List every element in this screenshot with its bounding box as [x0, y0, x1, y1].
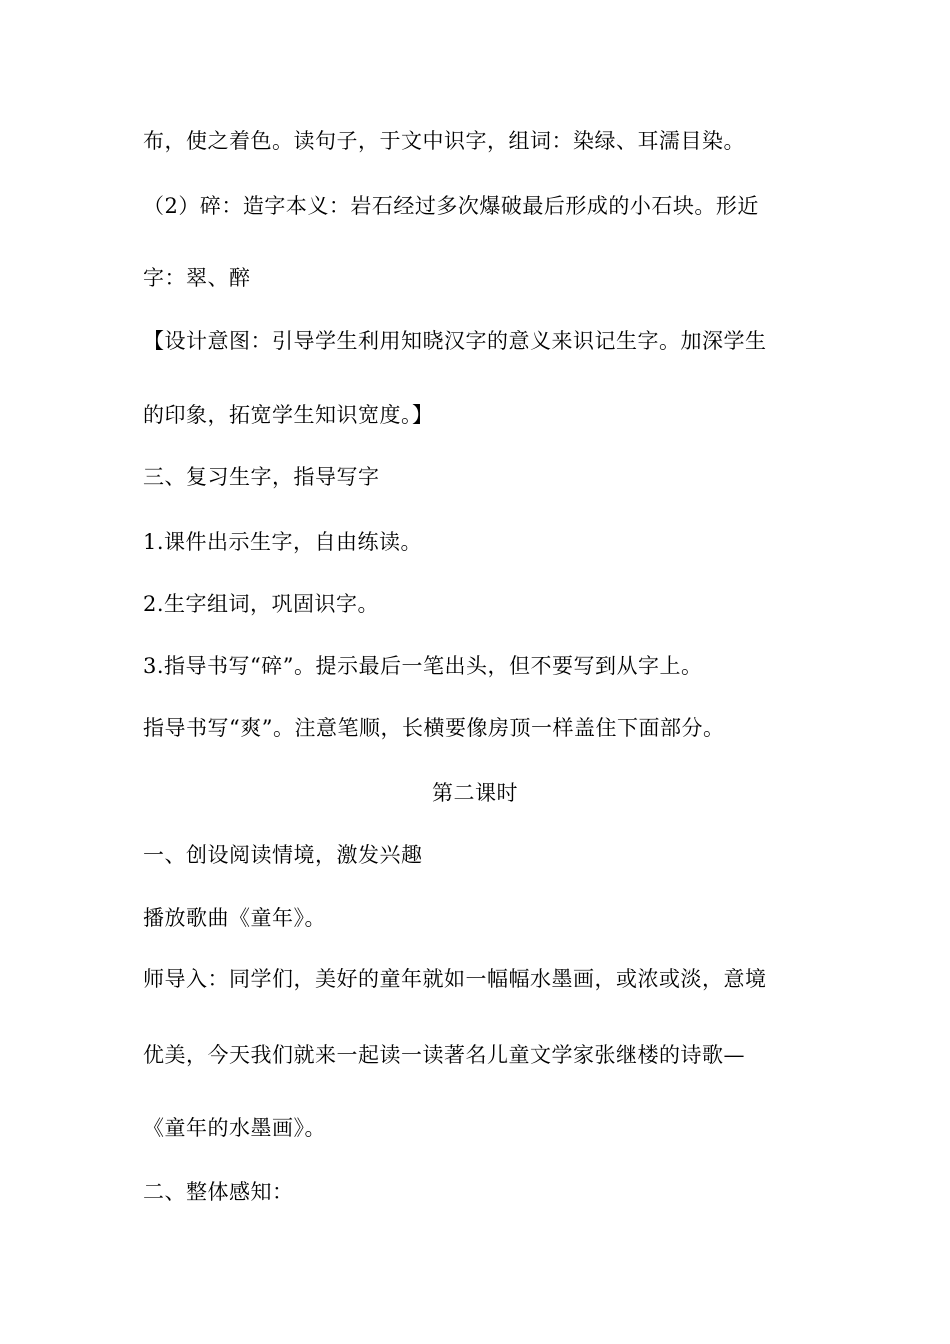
list-item: 2.生字组词，巩固识字。: [143, 592, 380, 616]
design-intent-line: 的印象，拓宽学生知识宽度。】: [143, 403, 434, 427]
paragraph-line: （2）碎：造字本义：岩石经过多次爆破最后形成的小石块。形近: [143, 194, 759, 218]
paragraph-line: 字：翠、醉: [143, 266, 251, 290]
lesson-title: 第二课时: [432, 781, 518, 805]
paragraph-line: 布，使之着色。读句子，于文中识字，组词：染绿、耳濡目染。: [143, 129, 745, 153]
paragraph-line: 优美，今天我们就来一起读一读著名儿童文学家张继楼的诗歌—: [143, 1043, 745, 1067]
section-heading: 二、整体感知：: [143, 1180, 294, 1204]
list-item: 3.指导书写“碎”。提示最后一笔出头，但不要写到从字上。: [143, 654, 703, 678]
section-heading: 三、复习生字，指导写字: [143, 465, 380, 489]
paragraph-line: 指导书写“爽”。注意笔顺，长横要像房顶一样盖住下面部分。: [143, 716, 725, 740]
paragraph-line: 师导入：同学们，美好的童年就如一幅幅水墨画，或浓或淡，意境: [143, 967, 767, 991]
design-intent-line: 【设计意图：引导学生利用知晓汉字的意义来识记生字。加深学生: [143, 329, 767, 353]
section-heading: 一、创设阅读情境，激发兴趣: [143, 843, 423, 867]
list-item: 1.课件出示生字，自由练读。: [143, 530, 423, 554]
paragraph-line: 《童年的水墨画》。: [143, 1116, 326, 1140]
paragraph-line: 播放歌曲《童年》。: [143, 906, 326, 930]
